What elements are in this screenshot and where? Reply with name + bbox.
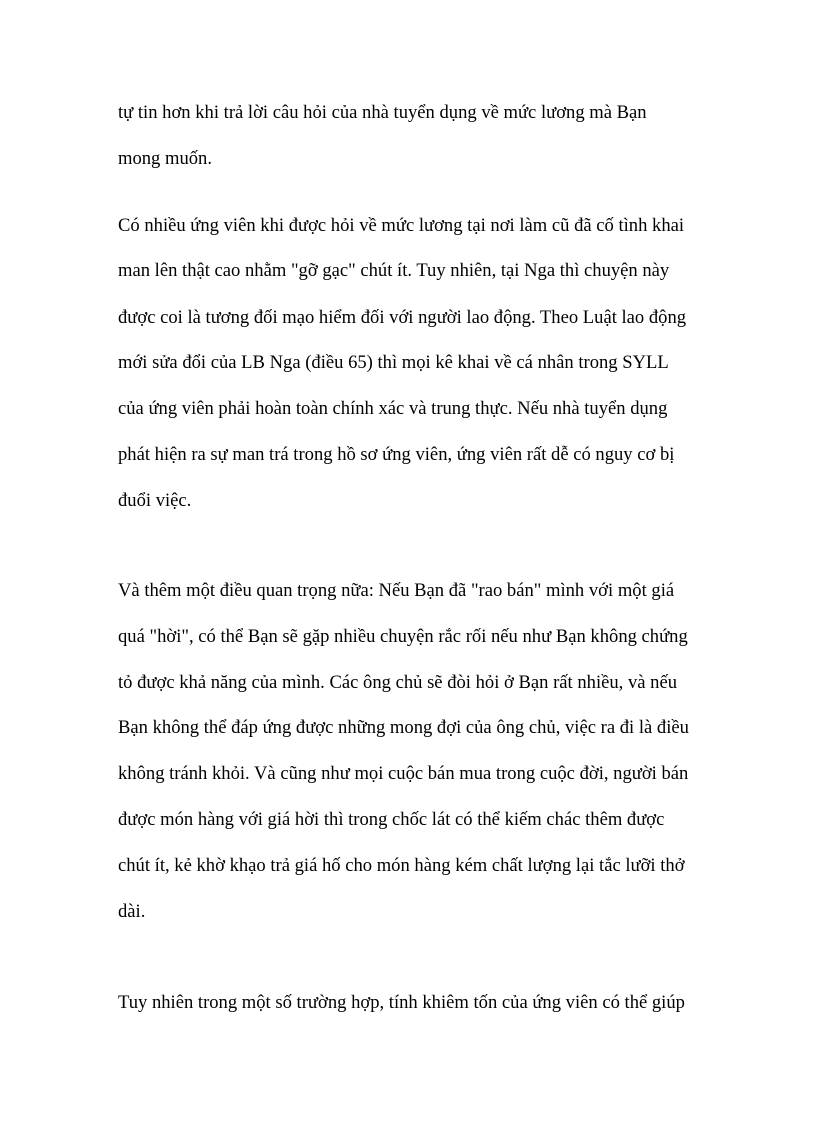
text-line: được món hàng với giá hời thì trong chốc lát có thể kiếm chác thêm được [118, 809, 665, 830]
text-line: Bạn không thể đáp ứng được những mong đợi của ông chủ, việc ra đi là điều [118, 717, 689, 738]
text-line: đuổi việc. [118, 490, 192, 511]
text-line: mong muốn. [118, 148, 213, 169]
text-line: phát hiện ra sự man trá trong hồ sơ ứng viên, ứng viên rất dễ có nguy cơ bị [118, 444, 675, 465]
text-line: tự tin hơn khi trả lời câu hỏi của nhà tuyển dụng về mức lương mà Bạn [118, 102, 647, 123]
text-line: tỏ được khả năng của mình. Các ông chủ sẽ đòi hỏi ở Bạn rất nhiều, và nếu [118, 672, 678, 693]
text-line: không tránh khỏi. Và cũng như mọi cuộc bán mua trong cuộc đời, người bán [118, 763, 689, 784]
text-line: dài. [118, 901, 146, 922]
text-line: của ứng viên phải hoàn toàn chính xác và trung thực. Nếu nhà tuyển dụng [118, 398, 668, 419]
text-line: Tuy nhiên trong một số trường hợp, tính khiêm tốn của ứng viên có thể giúp [118, 992, 685, 1013]
text-line: được coi là tương đối mạo hiểm đối với người lao động. Theo Luật lao động [118, 307, 687, 328]
text-line: Và thêm một điều quan trọng nữa: Nếu Bạn đã "rao bán" mình với một giá [118, 580, 675, 601]
text-line: quá "hời", có thể Bạn sẽ gặp nhiều chuyện rắc rối nếu như Bạn không chứng [118, 626, 688, 647]
text-line: Có nhiều ứng viên khi được hỏi về mức lương tại nơi làm cũ đã cố tình khai [118, 215, 685, 236]
text-line: chút ít, kẻ khờ khạo trả giá hố cho món hàng kém chất lượng lại tắc lưỡi thở [118, 855, 685, 876]
text-line: mới sửa đổi của LB Nga (điều 65) thì mọi kê khai về cá nhân trong SYLL [118, 352, 669, 373]
text-line: man lên thật cao nhằm "gỡ gạc" chút ít. Tuy nhiên, tại Nga thì chuyện này [118, 260, 670, 281]
